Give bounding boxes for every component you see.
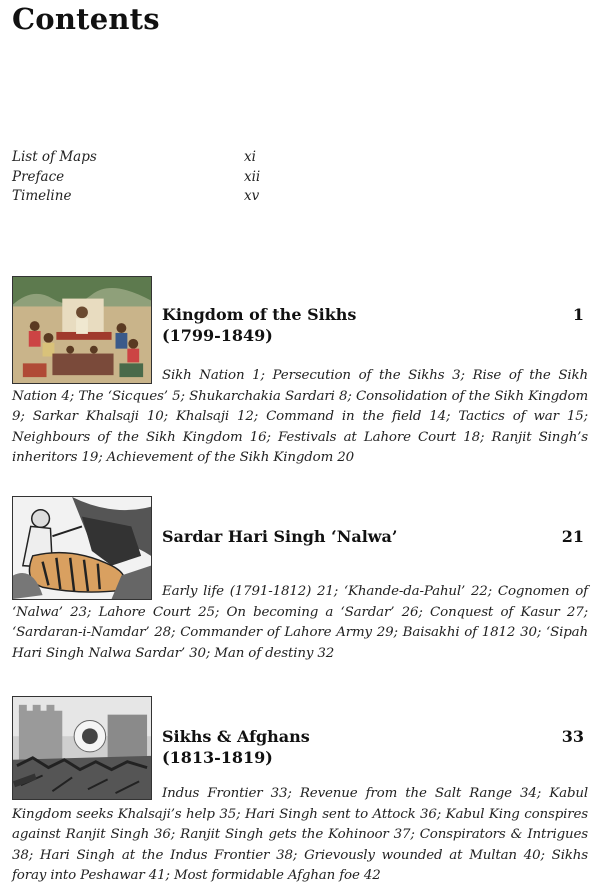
chapter-summary: Sikh Nation 1; Persecution of the Sikhs 3; Rise of the Sikh Nation 4; The ‘Sicques’ 5; Shukarchakia Sardari 8; Consolidation of the Sikh Kingdom 9; Sarkar Khalsaji 10; Khalsaji 12; Command in the field 14; Tactics of war 15; Neighbours of the Sikh Kingdom 16; Festivals at Lahore Court 18; Ranjit Singh’s inheritors 19; Achievement of the Sikh Kingdom 20 — [12, 368, 588, 465]
front-matter-item — [12, 148, 312, 168]
front-matter-item — [12, 187, 312, 207]
chapter-title-line: Sardar Hari Singh ‘Nalwa’ — [162, 527, 398, 546]
front-matter-label: Preface — [12, 168, 65, 185]
chapter-title-dates: (1813-1819) — [162, 748, 273, 767]
front-matter-page: xii — [244, 168, 261, 185]
chapter-page-number: 21 — [561, 527, 584, 546]
chapter-summary: Indus Frontier 33; Revenue from the Salt Range 34; Kabul Kingdom seeks Khalsaji’s help 35; Hari Singh sent to Attock 36; Kabul King conspires against Ranjit Singh 36; Ranjit Singh gets the Kohinoor 37; Conspirators & Intrigues 38; Hari Singh at the Indus Frontier 38; Grievously wounded at Multan 40; Sikhs foray into Peshawar 41; Most formidable Afghan foe 42 — [12, 786, 588, 883]
chapter-title — [162, 726, 522, 768]
chapter-title-line: Kingdom of the Sikhs — [162, 305, 357, 324]
chapter-title-dates: (1799-1849) — [162, 326, 273, 345]
chapter-title — [162, 526, 522, 547]
chapter-page-number: 1 — [572, 305, 584, 324]
front-matter-label: Timeline — [12, 188, 72, 204]
chapter-title-line: Sikhs & Afghans — [162, 727, 310, 746]
front-matter-page: xi — [244, 149, 256, 165]
chapter-page-number: 33 — [561, 727, 584, 746]
chapter-title — [162, 304, 522, 346]
chapter-summary: Early life (1791-1812) 21; ‘Khande-da-Pahul’ 22; Cognomen of ‘Nalwa’ 23; Lahore Court 25; On becoming a ‘Sardar’ 26; Conquest of Kasur 27; ‘Sardaran-i-Namdar’ 28; Commander of Lahore Army 29; Baisakhi of 1812 30; ‘Sipah Hari Singh Nalwa Sardar’ 30; Man of destiny 32 — [12, 584, 588, 661]
page-title: Contents — [12, 2, 160, 36]
front-matter-list — [12, 148, 312, 207]
front-matter-item — [12, 168, 312, 188]
front-matter-label: List of Maps — [12, 149, 97, 165]
front-matter-page: xv — [244, 188, 260, 204]
